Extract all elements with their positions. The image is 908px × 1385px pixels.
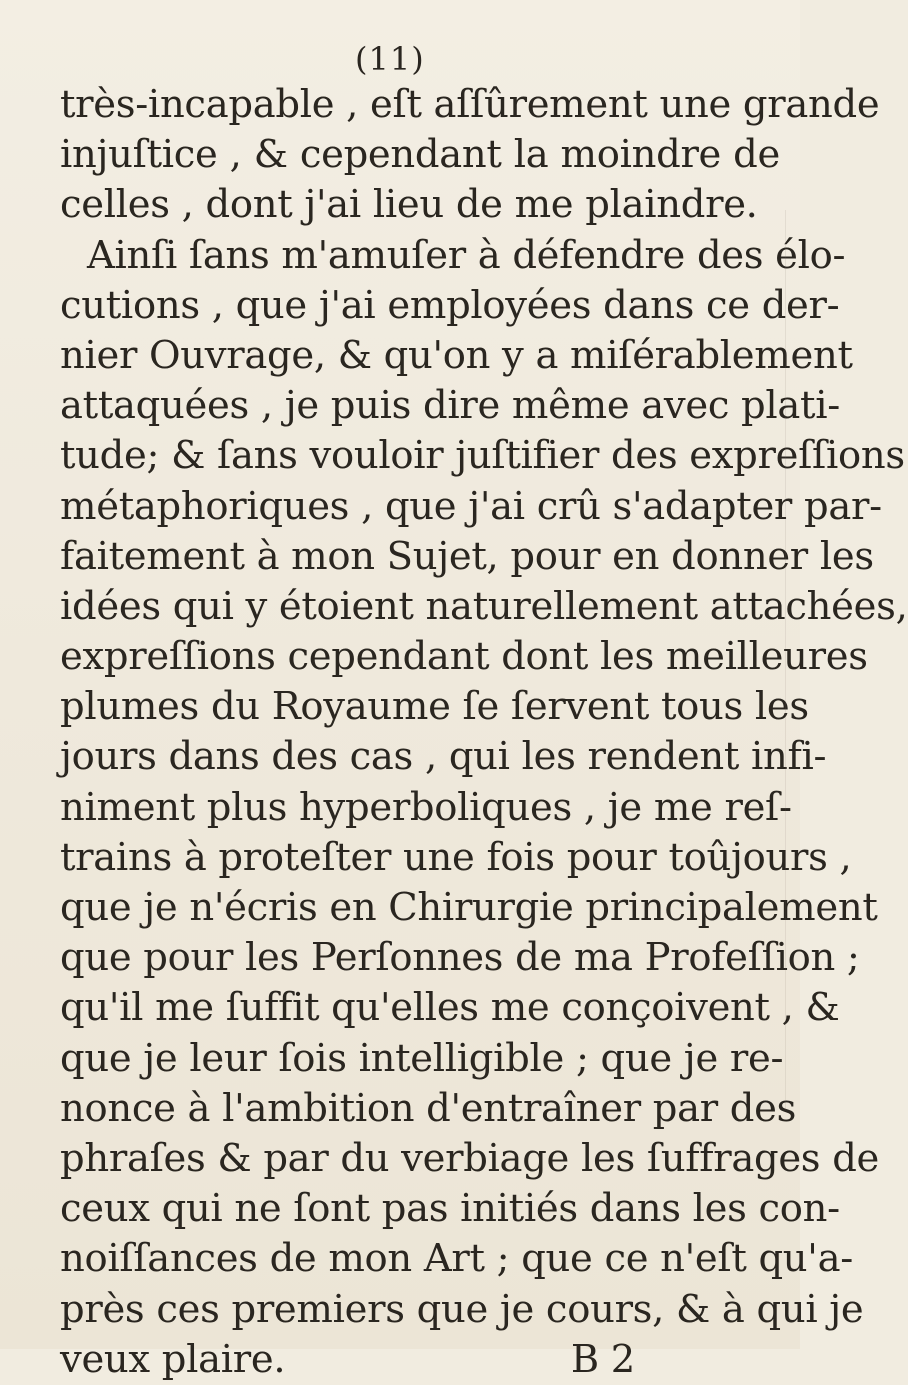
text-line: expreſſions cependant dont les meilleures (60, 634, 868, 680)
body-text (60, 80, 908, 1385)
text-line: près ces premiers que je cours, & à qui je (60, 1286, 864, 1332)
text-line: niment plus hyperboliques , je me reſ- (60, 784, 792, 830)
text-line: noiſſances de mon Art ; que ce n'eſt qu'a- (60, 1236, 853, 1282)
text-line: qu'il me ſuffit qu'elles me conçoivent , & (60, 985, 840, 1031)
page-edge-shadow (785, 210, 786, 1110)
text-line: nier Ouvrage, & qu'on y a miſérablement (60, 332, 853, 378)
text-line: faitement à mon Sujet, pour en donner les (60, 533, 874, 579)
text-line: métaphoriques , que j'ai crû s'adapter par- (60, 483, 882, 529)
text-line: plumes du Royaume ſe ſervent tous les (60, 684, 809, 730)
text-line: tude; & ſans vouloir juſtifier des expreſſions (60, 433, 905, 479)
last-line-text: veux plaire. (60, 1336, 286, 1382)
text-line: très-incapable , eſt aſſûrement une grande (60, 82, 880, 127)
text-line: phraſes & par du verbiage les ſuffrages de (60, 1135, 880, 1181)
text-line: celles , dont j'ai lieu de me plaindre. (60, 182, 758, 228)
text-line: nonce à l'ambition d'entraîner par des (60, 1085, 797, 1131)
text-line: que pour les Perſonnes de ma Profeſſion ; (60, 935, 860, 981)
text-line: idées qui y étoient naturellement attachées, (60, 583, 908, 629)
text-line: que je n'écris en Chirurgie principalement (60, 885, 878, 930)
signature-mark: B 2 (570, 1336, 635, 1382)
text-line: attaquées , je puis dire même avec plati- (60, 383, 840, 429)
text-line: ceux qui ne ſont pas initiés dans les con- (60, 1186, 840, 1232)
text-line: cutions , que j'ai employées dans ce der- (60, 282, 840, 328)
final-line (60, 1335, 780, 1385)
text-line: trains à proteſter une fois pour toûjours , (60, 834, 852, 880)
page-number: (11) (355, 40, 425, 78)
text-line: que je leur ſois intelligible ; que je re- (60, 1035, 784, 1081)
text-line: jours dans des cas , qui les rendent infi- (60, 734, 827, 780)
text-line: injuſtice , & cependant la moindre de (60, 132, 780, 178)
paragraph-start-line: Ainſi ſans m'amuſer à défendre des élo- (87, 232, 846, 278)
